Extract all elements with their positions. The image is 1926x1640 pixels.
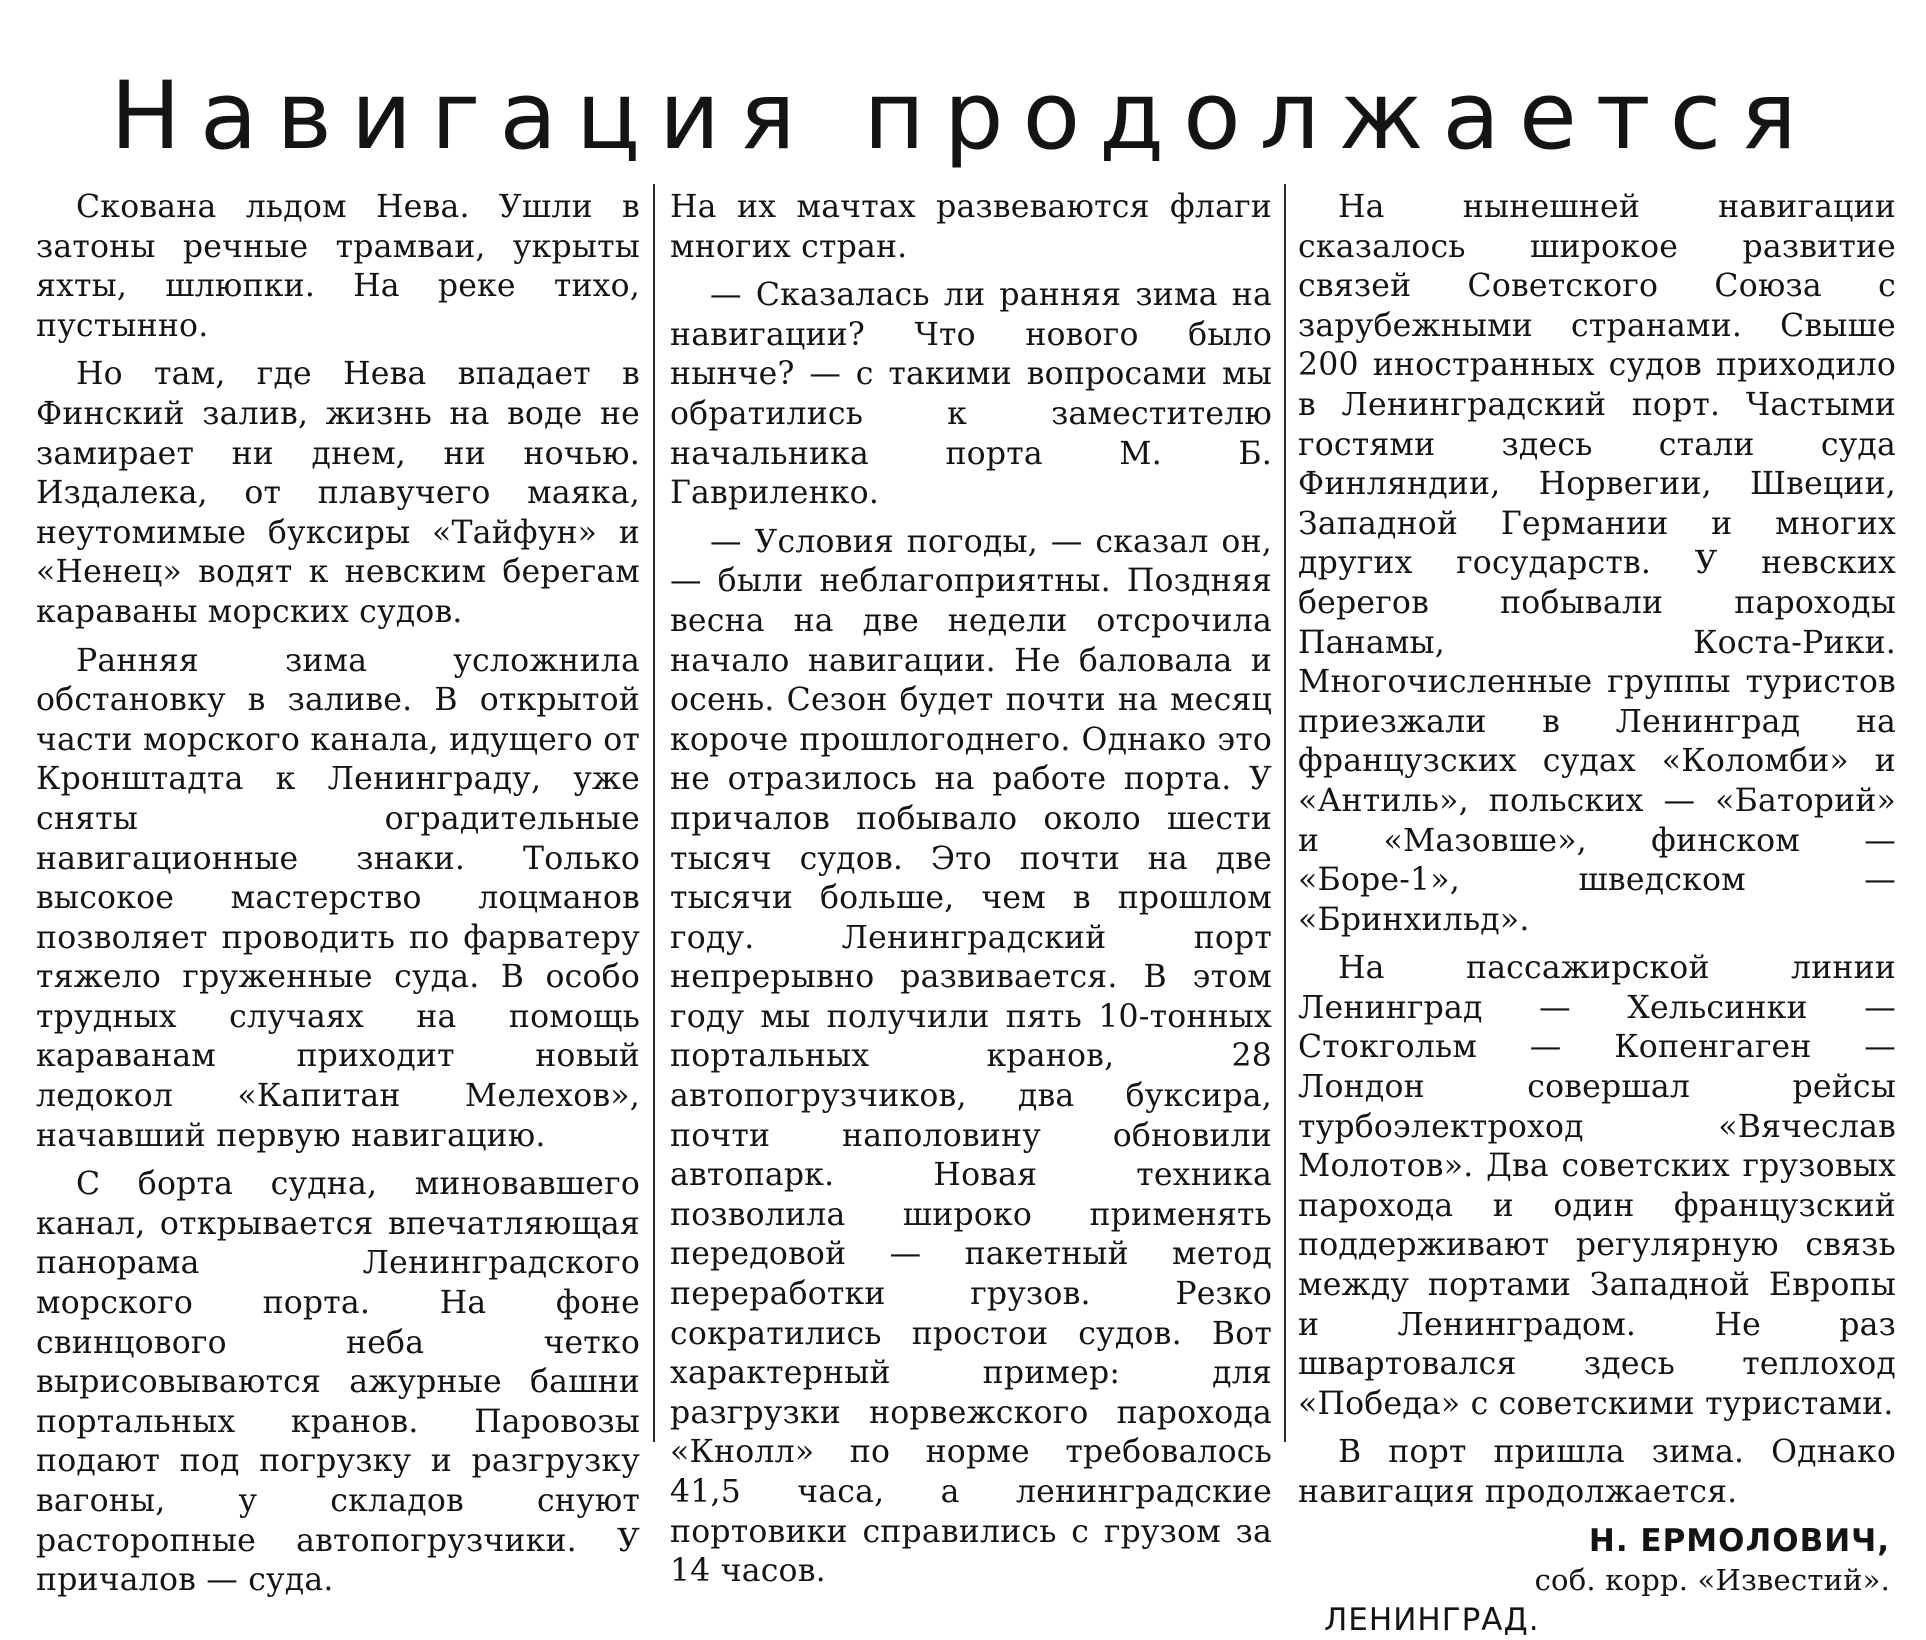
column-divider <box>653 184 655 1442</box>
paragraph: В порт пришла зима. Однако навигация продолжается. <box>1298 1434 1896 1510</box>
author-name: Н. ЕРМОЛОВИЧ, <box>1588 1522 1890 1559</box>
paragraph: Ранняя зима усложнила обстановку в заливе. В открытой части морского канала, идущего от Кронштадта к Ленинграду, уже сняты оградительные навигационные знаки. Только высокое мастерство лоцманов позволяет проводить по фарватеру тяжело груженные суда. В особо трудных случаях на помощь караванам приходит новый ледокол «Капитан Мелехов», начавший первую навигацию. <box>36 642 640 1154</box>
article-column-3 <box>1298 188 1896 1638</box>
paragraph: Скована льдом Нева. Ушли в затоны речные трамваи, укрыты яхты, шлюпки. На реке тихо, пустынно. <box>36 189 640 344</box>
dateline-city: ЛЕНИНГРАД. <box>1324 1601 1540 1638</box>
paragraph: С борта судна, миновавшего канал, открывается впечатляющая панорама Ленинградского морского порта. На фоне свинцового неба четко вырисовываются ажурные башни портальных кранов. Паровозы подают под погрузку и разгрузку вагоны, у складов снуют расторопные автопогрузчики. У причалов — суда. <box>36 1166 640 1599</box>
paragraph: — Сказалась ли ранняя зима на навигации? Что нового было нынче? — с такими вопросами мы обратились к заместителю начальника порта М. Б. Гавриленко. <box>670 277 1272 512</box>
paragraph: — Условия погоды, — сказал он, — были неблагоприятны. Поздняя весна на две недели отсрочила начало навигации. Не баловала и осень. Сезон будет почти на месяц короче прошлогоднего. Однако это не отразилось на работе порта. У причалов побывало около шести тысяч судов. Это почти на две тысячи больше, чем в прошлом году. Ленинградский порт непрерывно развивается. В этом году мы получили пять 10-тонных портальных кранов, 28 автопогрузчиков, два буксира, почти наполовину обновили автопарк. Новая техника позволила широко применять передовой — пакетный метод переработки грузов. Резко сократились простои судов. Вот характерный пример: для разгрузки норвежского парохода «Кнолл» по норме требовалось 41,5 часа, а ленинградские портовики справились с грузом за 14 часов. <box>670 523 1272 1590</box>
article-column-1 <box>36 188 640 1599</box>
column-divider <box>1284 184 1286 1442</box>
paragraph: На пассажирской линии Ленинград — Хельсинки — Стокгольм — Копенгаген — Лондон совершал рейсы турбоэлектроход «Вячеслав Молотов». Два советских грузовых парохода и один французский поддерживают регулярную связь между портами Западной Европы и Ленинградом. Не раз швартовался здесь теплоход «Победа» с советскими туристами. <box>1298 950 1896 1422</box>
byline <box>1298 1522 1896 1640</box>
paragraph: Но там, где Нева впадает в Финский залив, жизнь на воде не замирает ни днем, ни ночью. Издалека, от плавучего маяка, неутомимые буксиры «Тайфун» и «Ненец» водят к невским берегам караваны морских судов. <box>36 356 640 630</box>
author-role: соб. корр. «Известий». <box>1534 1563 1890 1598</box>
article-column-2 <box>670 188 1272 1590</box>
paragraph: На нынешней навигации сказалось широкое развитие связей Советского Союза с зарубежными странами. Свыше 200 иностранных судов приходило в Ленинградский порт. Частыми гостями здесь стали суда Финляндии, Норвегии, Швеции, Западной Германии и многих других государств. У невских берегов побывали пароходы Панамы, Коста-Рики. Многочисленные группы туристов приезжали в Ленинград на французских судах «Коломби» и «Антиль», польских — «Баторий» и «Мазовше», финском — «Боре-1», шведском — «Бринхильд». <box>1298 189 1896 938</box>
paragraph: На их мачтах развеваются флаги многих стран. <box>670 189 1272 265</box>
headline: Навигация продолжается <box>110 62 1816 171</box>
